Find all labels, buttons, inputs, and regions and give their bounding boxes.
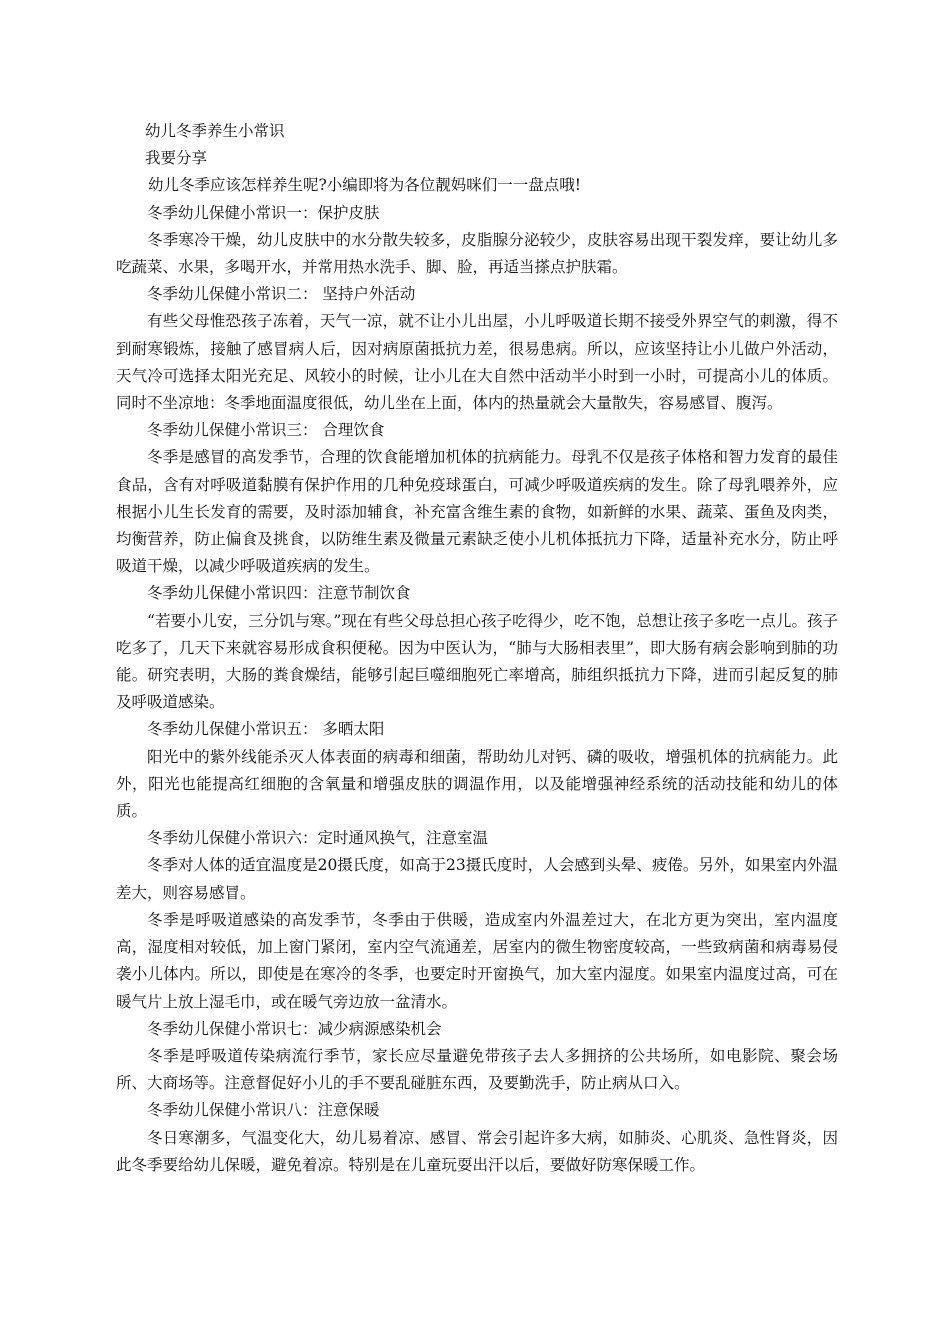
- section-body-2: [116, 308, 838, 417]
- section-heading-1: 冬季幼儿保健小常识一：保护皮肤: [147, 203, 380, 222]
- paragraph: “若要小儿安，三分饥与寒。”现在有些父母总担心孩子吃得少，吃不饱，总想让孩子多吃一点儿。孩子吃多了，几天下来就容易形成食积便秘。因为中医认为，“肺与大肠相表里”，即大肠有病会影响到肺的功能。研究表明，大肠的粪食燥结，能够引起巨噬细胞死亡率增高，肺组织抵抗力下降，进而引起反复的肺及呼吸道感染。: [116, 611, 838, 712]
- section-heading-7: 冬季幼儿保健小常识七：减少病源感染机会: [147, 1019, 442, 1038]
- section-body-1: [116, 227, 838, 281]
- section-heading-6: 冬季幼儿保健小常识六：定时通风换气，注意室温: [147, 829, 489, 848]
- paragraph: 冬日寒潮多，气温变化大，幼儿易着凉、感冒、常会引起许多大病，如肺炎、心肌炎、急性肾炎，因此冬季要给幼儿保暖，避免着凉。特别是在儿童玩耍出汗以后，要做好防寒保暖工作。: [116, 1128, 838, 1174]
- paragraph: 冬季对人体的适宜温度是20摄氏度，如高于23摄氏度时，人会感到头晕、疲倦。另外，如果室内外温差大，则容易感冒。: [116, 856, 838, 902]
- section-body-6: [116, 852, 838, 1015]
- paragraph: 阳光中的紫外线能杀灭人体表面的病毒和细菌，帮助幼儿对钙、磷的吸收，增强机体的抗病能力。此外，阳光也能提高红细胞的含氧量和增强皮肤的调温作用，以及能增强神经系统的活动技能和幼儿的体质。: [116, 747, 838, 821]
- section-body-7: [116, 1043, 838, 1097]
- section-body-4: [116, 608, 838, 717]
- paragraph: 冬季是呼吸道感染的高发季节，冬季由于供暖，造成室内外温差过大，在北方更为突出，室内温度高，湿度相对较低，加上窗门紧闭，室内空气流通差，居室内的微生物密度较高，一些致病菌和病毒易侵袭小儿体内。所以，即使是在寒冷的冬季，也要定时开窗换气，加大室内湿度。如果室内温度过高，可在暖气片上放上湿毛巾，或在暖气旁边放一盆清水。: [116, 910, 838, 1011]
- document-title: 幼儿冬季养生小常识: [145, 122, 285, 140]
- section-heading-2: 冬季幼儿保健小常识二： 坚持户外活动: [147, 285, 416, 304]
- section-heading-3: 冬季幼儿保健小常识三： 合理饮食: [147, 421, 385, 440]
- share-link[interactable]: 我要分享: [145, 149, 208, 168]
- section-heading-8: 冬季幼儿保健小常识八：注意保暖: [147, 1101, 380, 1120]
- intro-text: 幼儿冬季应该怎样养生呢?小编即将为各位靓妈咪们一一盘点哦!: [148, 176, 582, 195]
- paragraph: 冬季寒冷干燥，幼儿皮肤中的水分散失较多，皮脂腺分泌较少，皮肤容易出现干裂发痒，要让幼儿多吃蔬菜、水果，多喝开水，并常用热水洗手、脚、脸，再适当搽点护肤霜。: [116, 230, 838, 277]
- paragraph: 有些父母惟恐孩子冻着，天气一凉，就不让小儿出屋，小儿呼吸道长期不接受外界空气的刺激，得不到耐寒锻炼，接触了感冒病人后，因对病原菌抵抗力差，很易患病。所以，应该坚持让小儿做户外活动，天气冷可选择太阳光充足、风较小的时候，让小儿在大自然中活动半小时到一小时，可提高小儿的体质。同时不坐凉地：冬季地面温度很低，幼儿坐在上面，体内的热量就会大量散失，容易感冒、腹泻。: [116, 312, 838, 413]
- section-heading-5: 冬季幼儿保健小常识五： 多晒太阳: [147, 720, 385, 739]
- section-body-8: [116, 1125, 838, 1179]
- paragraph: 冬季是呼吸道传染病流行季节，家长应尽量避免带孩子去人多拥挤的公共场所，如电影院、聚会场所、大商场等。注意督促好小儿的手不要乱碰脏东西，及要勤洗手，防止病从口入。: [116, 1046, 838, 1093]
- section-body-5: [116, 744, 838, 826]
- document-body: [116, 118, 838, 1179]
- paragraph: 冬季是感冒的高发季节，合理的饮食能增加机体的抗病能力。母乳不仅是孩子体格和智力发育的最佳食品，含有对呼吸道黏膜有保护作用的几种免疫球蛋白，可减少呼吸道疾病的发生。除了母乳喂养外，应根据小儿生长发育的需要，及时添加辅食，补充富含维生素的食物，如新鲜的水果、蔬菜、蛋鱼及肉类，均衡营养，防止偏食及挑食，以防维生素及微量元素缺乏使小儿机体抵抗力下降，适量补充水分，防止呼吸道干燥，以减少呼吸道疾病的发生。: [116, 448, 838, 576]
- section-heading-4: 冬季幼儿保健小常识四：注意节制饮食: [147, 584, 411, 603]
- section-body-3: [116, 444, 838, 580]
